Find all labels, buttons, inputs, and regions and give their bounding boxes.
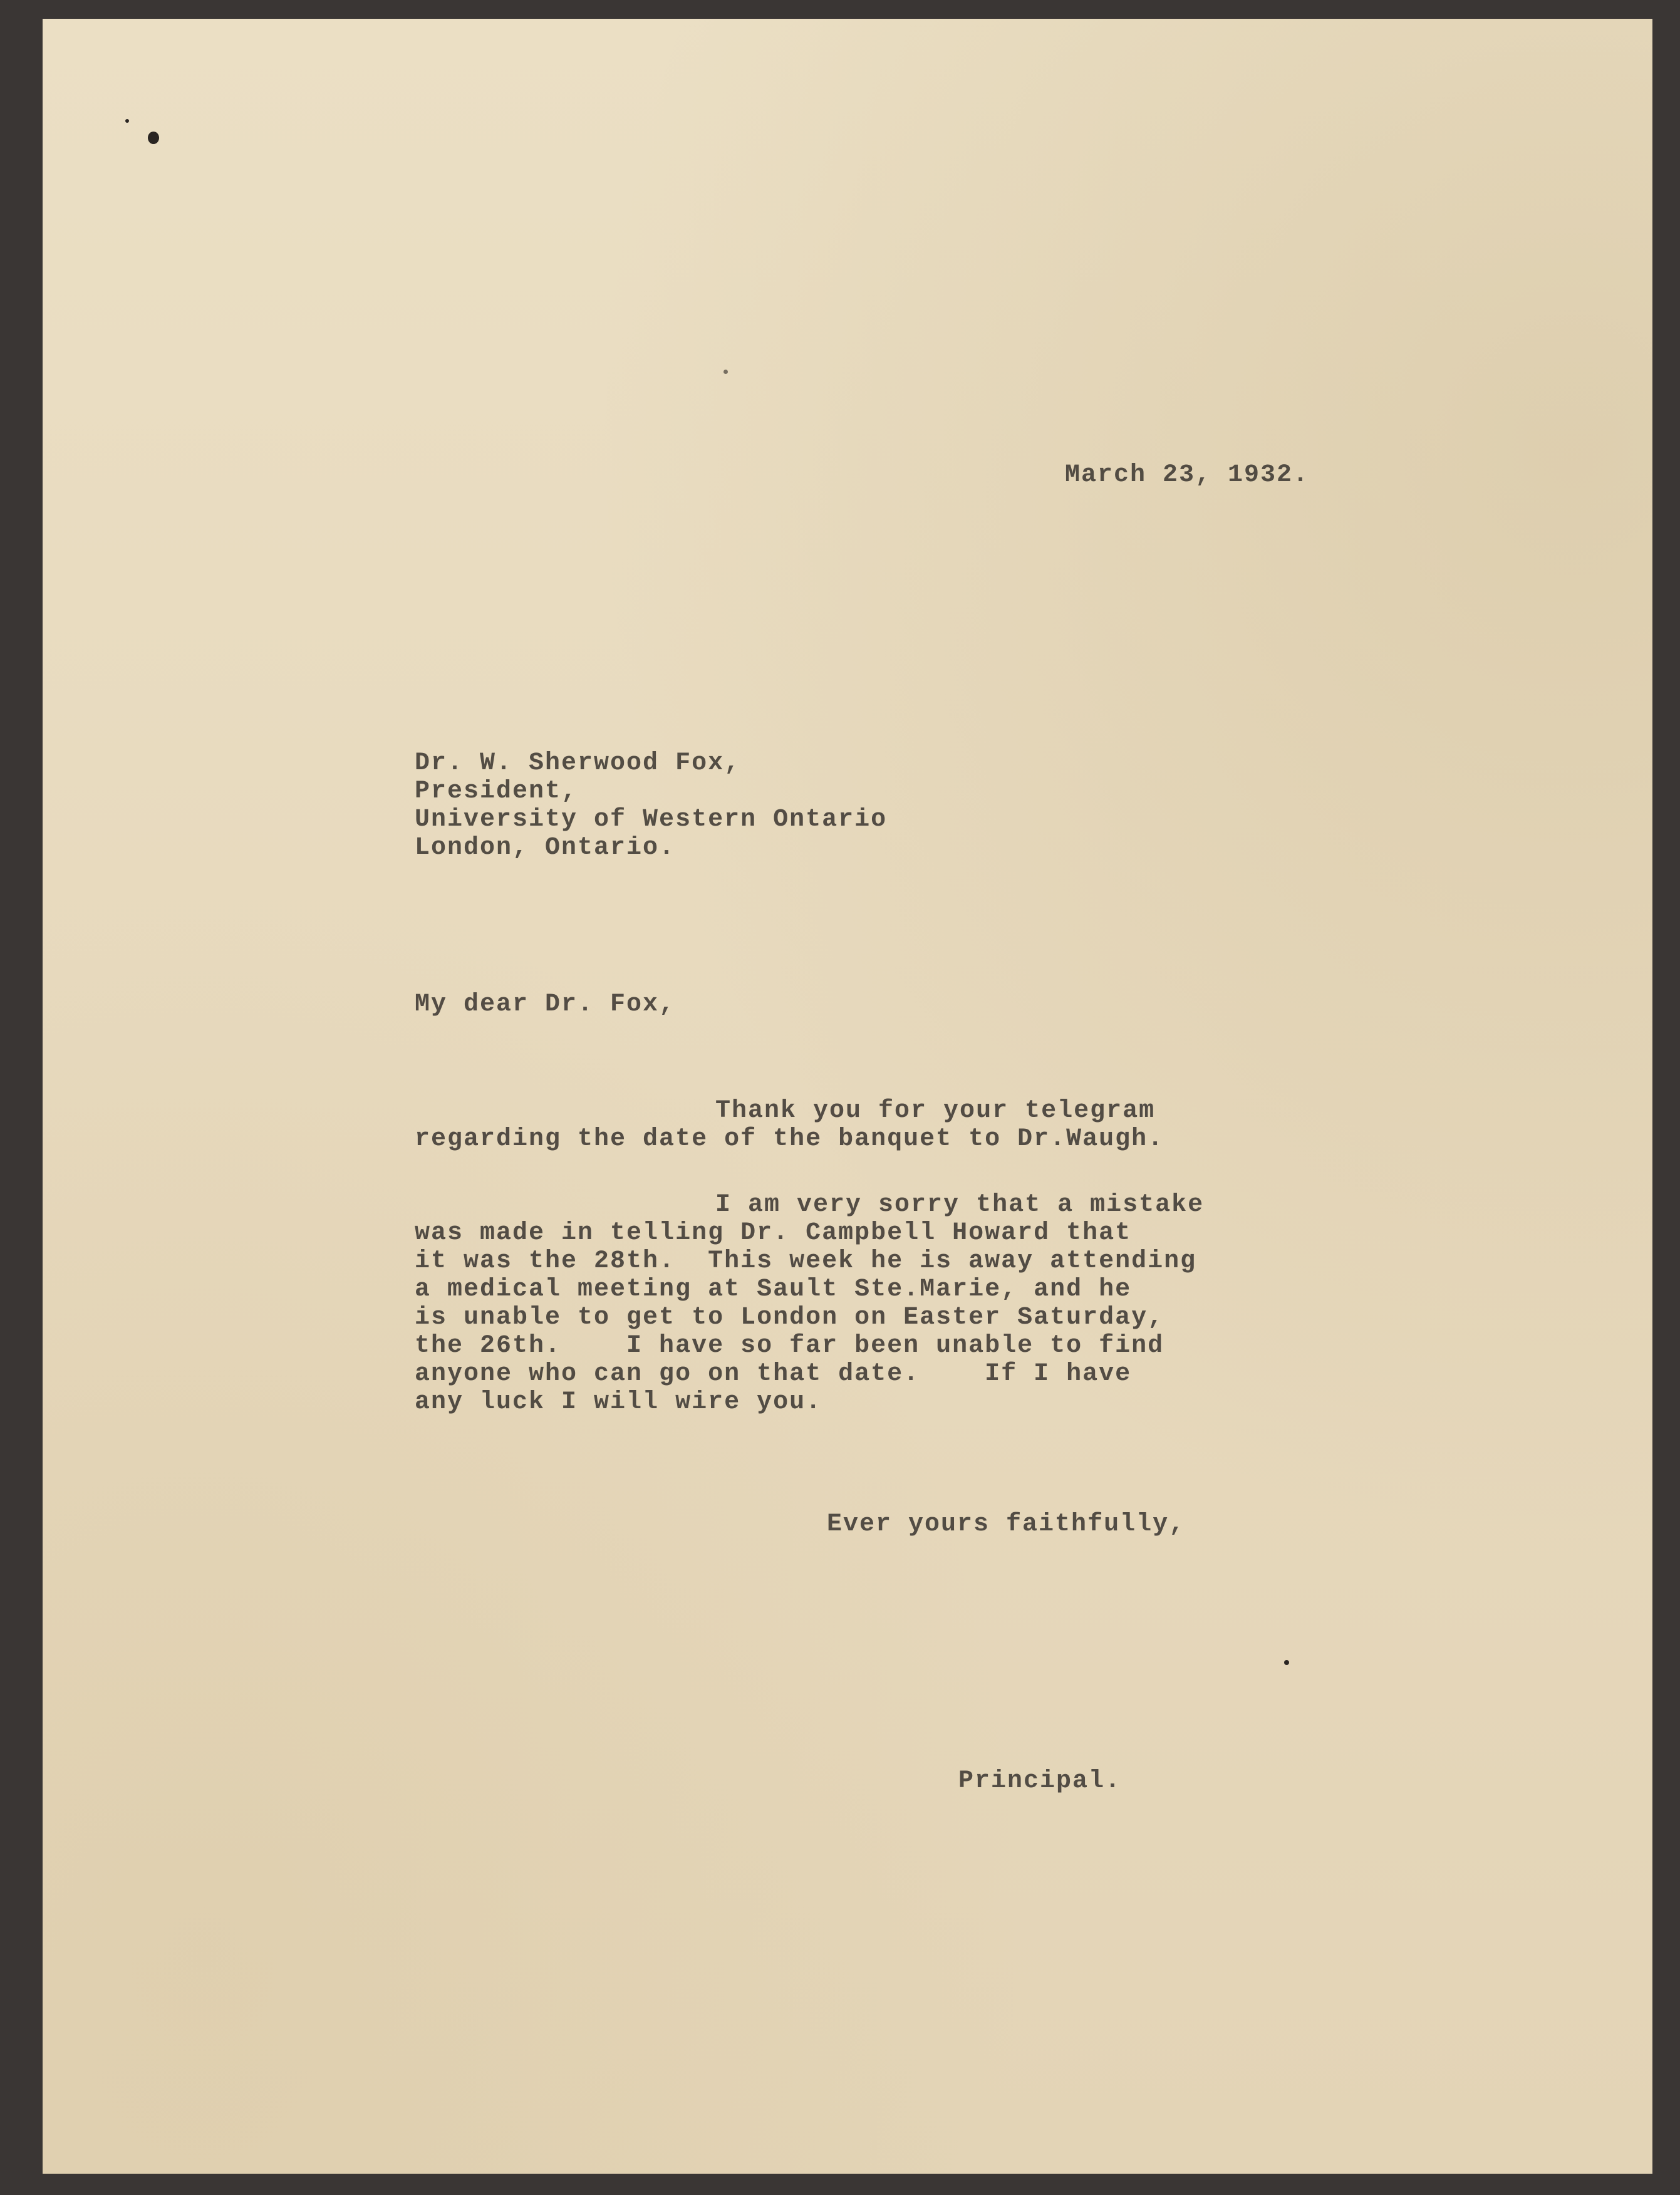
address-line-institution: University of Western Ontario [415, 806, 888, 834]
address-line-city: London, Ontario. [415, 834, 676, 862]
paragraph2-line: any luck I will wire you. [415, 1388, 822, 1416]
ink-speck [723, 370, 728, 374]
paragraph2-line: it was the 28th. This week he is away attending [415, 1247, 1197, 1275]
paragraph2-line: a medical meeting at Sault Ste.Marie, and he [415, 1275, 1132, 1304]
paragraph2-line: was made in telling Dr. Campbell Howard that [415, 1219, 1132, 1247]
paragraph2-line: anyone who can go on that date. If I have [415, 1360, 1132, 1388]
paragraph1-line: regarding the date of the banquet to Dr.Waugh. [415, 1125, 1164, 1153]
address-line-title: President, [415, 777, 578, 806]
salutation: My dear Dr. Fox, [415, 990, 676, 1019]
address-line-name: Dr. W. Sherwood Fox, [415, 749, 741, 777]
paragraph1-line: Thank you for your telegram [715, 1097, 1156, 1125]
paragraph2-line: is unable to get to London on Easter Saturday, [415, 1304, 1164, 1332]
complimentary-close: Ever yours faithfully, [827, 1510, 1186, 1539]
signature-title: Principal. [958, 1767, 1122, 1795]
ink-speck [125, 119, 129, 123]
ink-speck [1284, 1660, 1289, 1665]
letter-date: March 23, 1932. [1065, 461, 1310, 489]
ink-speck [148, 132, 159, 144]
paragraph2-line: I am very sorry that a mistake [715, 1191, 1205, 1219]
paragraph2-line: the 26th. I have so far been unable to find [415, 1332, 1164, 1360]
